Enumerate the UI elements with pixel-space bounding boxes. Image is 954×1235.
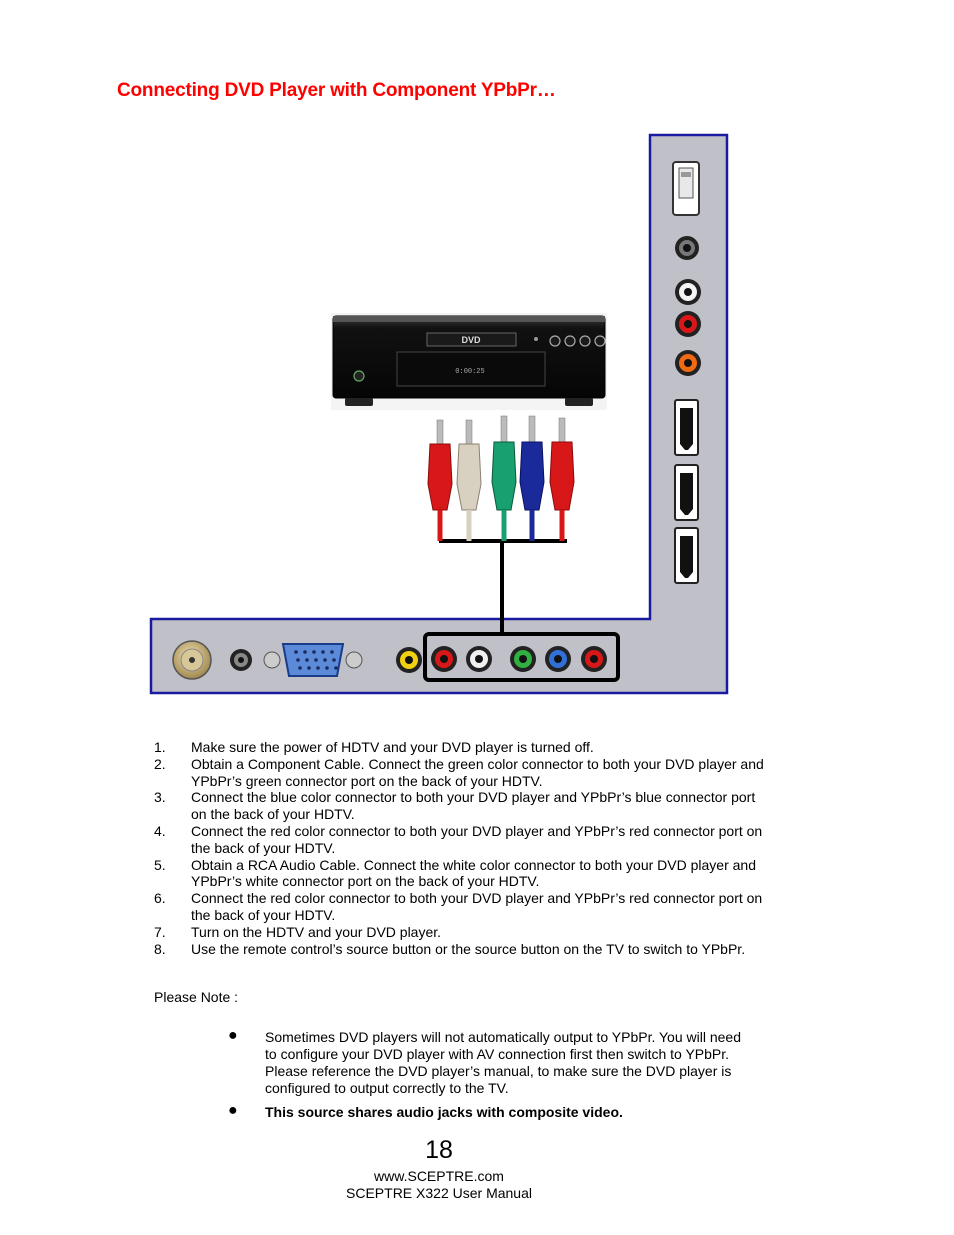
footer-manual-title: SCEPTRE X322 User Manual: [346, 1185, 532, 1201]
footer-url: www.SCEPTRE.com: [374, 1168, 504, 1184]
ypbpr-blue-jack-icon: [545, 646, 571, 672]
hdmi-port-icon-1: [675, 400, 698, 455]
side-audio-white-jack-icon: [675, 279, 701, 305]
coax-antenna-port-icon: [173, 641, 211, 679]
usb-port-icon: [673, 162, 699, 215]
hdmi-port-icon-2: [675, 465, 698, 520]
rca-plug-red-pr-icon: [550, 418, 574, 541]
pc-audio-jack-icon: [230, 649, 252, 671]
digital-audio-jack-icon: [675, 350, 701, 376]
bullet-icon: ●: [228, 1027, 238, 1044]
bullet-icon: ●: [228, 1102, 238, 1119]
page-title: Connecting DVD Player with Component YPbPr…: [117, 80, 556, 101]
ypbpr-green-jack-icon: [510, 646, 536, 672]
bottom-audio-white-jack-icon: [466, 646, 492, 672]
hdmi-port-icon-3: [675, 528, 698, 583]
dvd-display-text: 0:00:25: [455, 368, 485, 376]
note-list: [228, 1029, 748, 1128]
bottom-audio-red-jack-icon: [431, 646, 457, 672]
list-item: 8. Use the remote control’s source button or the source button on the TV to switch to YPbPr.: [154, 940, 746, 957]
note-label: Please Note :: [154, 989, 239, 1005]
side-audio-red-jack-icon: [675, 311, 701, 337]
rca-plug-blue-pb-icon: [520, 416, 544, 541]
tv-back-panel: [151, 135, 727, 693]
rca-plug-red-audio-icon: [428, 420, 452, 541]
list-item: 2. Obtain a Component Cable. Connect the green color connector to both your DVD player and YPbPr’s green connector port on the back of your HDTV.: [154, 755, 764, 789]
rca-plug-white-audio-icon: [457, 420, 481, 541]
list-item: ● Sometimes DVD players will not automatically output to YPbPr. You will need to configure your DVD player with AV connection first then switch to YPbPr. Please reference the DVD player’s manual, to make sure the DVD player is configured to output correctly to the TV.: [228, 1027, 741, 1096]
list-item: 3. Connect the blue color connector to both your DVD player and YPbPr’s blue connector port on the back of your HDTV.: [154, 789, 756, 823]
composite-video-jack-icon: [396, 647, 422, 673]
list-item: 1. Make sure the power of HDTV and your DVD player is turned off.: [154, 739, 594, 755]
dvd-player-icon: [331, 313, 607, 410]
ypbpr-red-jack-icon: [581, 646, 607, 672]
list-item: 4. Connect the red color connector to both your DVD player and YPbPr’s red connector port on the back of your HDTV.: [154, 822, 763, 856]
page-number: 18: [425, 1136, 453, 1164]
headphone-jack-icon: [675, 236, 699, 260]
list-item: 6. Connect the red color connector to both your DVD player and YPbPr’s red connector port on the back of your HDTV.: [154, 890, 763, 923]
dvd-logo-label: DVD: [461, 335, 481, 345]
instruction-steps: [154, 739, 774, 957]
list-item: 5. Obtain a RCA Audio Cable. Connect the white color connector to both your DVD player and YPbPr’s white connector port on the back of your HDTV.: [154, 856, 756, 890]
list-item: ● This source shares audio jacks with composite video.: [228, 1102, 623, 1120]
list-item: 7. Turn on the HDTV and your DVD player.: [154, 923, 442, 940]
rca-plug-green-y-icon: [492, 416, 516, 541]
